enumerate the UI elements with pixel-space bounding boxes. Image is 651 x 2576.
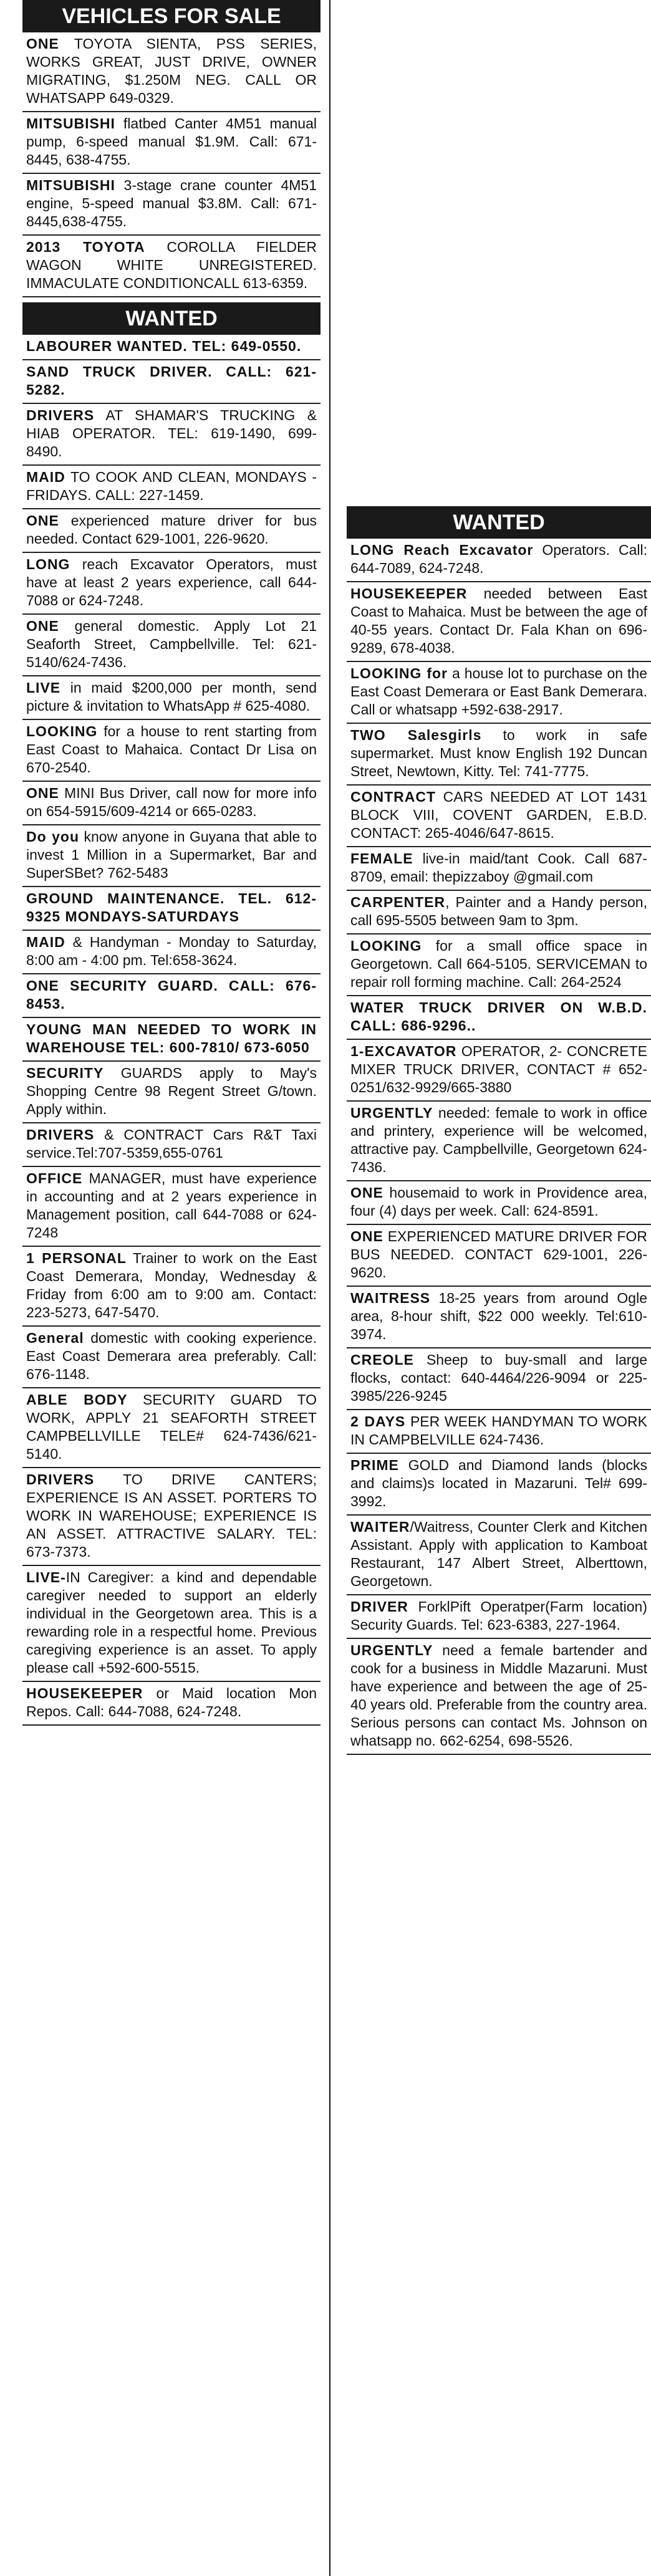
ad-text: TO COOK AND CLEAN, MONDAYS - FRIDAYS. CALL: 227-1459. [26, 469, 317, 503]
ad-text: GUARDS apply to May's Shopping Centre 98 Regent Street G/town. Apply within. [26, 1065, 317, 1117]
ad-lead: LABOURER WANTED. TEL: 649-0550. [26, 338, 302, 354]
classified-ad [22, 887, 321, 931]
classified-ad [347, 935, 651, 996]
ad-lead: MITSUBISHI [26, 177, 115, 193]
classified-ad [347, 786, 651, 847]
ad-lead: MAID [26, 469, 65, 485]
ad-text: needed between East Coast to Mahaica. Must be between the age of 40-55 years. Contact Dr. Fala Khan on 696-9289, 678-4038. [350, 585, 647, 656]
ad-text: Trainer to work on the East Coast Demerara, Monday, Wednesday & Friday from 6:00 am to 9:00 am. Contact: 223-5273, 647-5470. [26, 1250, 317, 1320]
classified-ad [347, 1225, 651, 1287]
ad-lead: SECURITY [26, 1065, 104, 1081]
classified-ad [347, 1348, 651, 1410]
ad-lead: DRIVERS [26, 1127, 95, 1143]
classified-ad [22, 236, 321, 297]
ad-lead: CONTRACT [350, 789, 436, 805]
ad-lead: WAITER [350, 1519, 410, 1535]
ad-text: for a small office space in Georgetown. Call 664-5105. SERVICEMAN to repair roll forming machine. Call: 264-2524 [350, 938, 647, 990]
vehicles-for-sale-header: VEHICLES FOR SALE [22, 0, 321, 32]
ad-text: /Waitress, Counter Clerk and Kitchen Assistant. Apply with application to Kamboat Restaurant, 147 Albert Street, Alberttown, Georgetown. [350, 1519, 647, 1589]
ad-text: EXPERIENCED MATURE DRIVER FOR BUS NEEDED. CONTACT 629-1001, 226-9620. [350, 1228, 647, 1281]
classified-ad [22, 825, 321, 887]
classified-ad [347, 1639, 651, 1755]
ad-lead: SAND TRUCK DRIVER. CALL: 621-5282. [26, 363, 317, 398]
ad-lead: WATER TRUCK DRIVER ON W.B.D. CALL: 686-9296.. [350, 999, 647, 1034]
classified-ad [22, 1018, 321, 1062]
ad-text: COROLLA FIELDER WAGON WHITE UNREGISTERED. IMMACULATE CONDITIONCALL 613-6359. [26, 239, 317, 291]
classified-ad [22, 676, 321, 720]
ad-lead: CREOLE [350, 1352, 414, 1368]
ad-lead: CARPENTER [350, 894, 446, 910]
ad-lead: LOOKING [350, 938, 422, 954]
ad-lead: 2 DAYS [350, 1413, 406, 1430]
ad-lead: YOUNG MAN NEEDED TO WORK IN WAREHOUSE TEL: 600-7810/ 673-6050 [26, 1021, 317, 1055]
classified-ad [347, 891, 651, 935]
ad-lead: MITSUBISHI [26, 115, 115, 132]
ad-lead: PRIME [350, 1457, 399, 1473]
ad-lead: URGENTLY [350, 1642, 433, 1658]
ad-lead: WAITRESS [350, 1290, 431, 1306]
ad-lead: ONE [26, 36, 59, 52]
classified-ad [22, 1327, 321, 1388]
right-column [347, 506, 651, 1755]
classified-ad [22, 1682, 321, 1726]
ad-text: for a house to rent starting from East Coast to Mahaica. Contact Dr Lisa on 670-2540. [26, 723, 317, 776]
classified-ad [22, 974, 321, 1018]
classified-ad [347, 582, 651, 662]
ad-lead: LIVE- [26, 1569, 66, 1585]
ad-lead: 1-EXCAVATOR [350, 1043, 457, 1059]
ad-lead: 2013 TOYOTA [26, 239, 145, 255]
ad-text: housemaid to work in Providence area, four (4) days per week. Call: 624-8591. [350, 1185, 647, 1219]
ad-text: in maid $200,000 per month, send picture & invitation to WhatsApp # 625-4080. [26, 680, 317, 714]
ad-lead: HOUSEKEEPER [26, 1685, 143, 1701]
ad-lead: DRIVERS [26, 1471, 95, 1487]
ad-text: live-in maid/tant Cook. Call 687-8709, email: thepizzaboy @gmail.com [350, 850, 647, 885]
ad-text: general domestic. Apply Lot 21 Seaforth Street, Campbellville. Tel: 621-5140/624-7436. [26, 618, 317, 670]
ad-lead: OFFICE [26, 1170, 83, 1186]
classified-ad [347, 1454, 651, 1516]
classified-ad [347, 539, 651, 582]
ad-lead: ONE [26, 785, 59, 801]
classified-ad [22, 335, 321, 360]
column-divider [329, 0, 330, 2576]
ad-lead: URGENTLY [350, 1105, 433, 1121]
ad-lead: LOOKING for [350, 665, 448, 681]
classified-ad [22, 1247, 321, 1327]
ad-text: ForklPift Operatper(Farm location) Security Guards. Tel: 623-6383, 227-1964. [350, 1598, 647, 1633]
classified-ad [22, 720, 321, 782]
ad-text: TOYOTA SIENTA, PSS SERIES, WORKS GREAT, JUST DRIVE, OWNER MIGRATING, $1.250M NEG. CALL OR WHATSAPP 649-0329. [26, 36, 317, 106]
classified-ad [22, 360, 321, 404]
classified-ad [22, 404, 321, 466]
classified-ad [22, 782, 321, 825]
ad-text: domestic with cooking experience. East Coast Demerara area preferably. Call: 676-1148. [26, 1330, 317, 1382]
ad-lead: TWO Salesgirls [350, 727, 482, 743]
ad-text: a house lot to purchase on the East Coast Demerara or East Bank Demerara. Call or whatsapp +592-638-2917. [350, 665, 647, 718]
classified-ad [347, 996, 651, 1040]
ad-lead: GROUND MAINTENANCE. TEL. 612-9325 MONDAYS-SATURDAYS [26, 890, 317, 925]
classified-ad [22, 1062, 321, 1123]
ad-text: IN Caregiver: a kind and dependable caregiver needed to support an elderly individual in the Georgetown area. This is a rewarding role in a respectful home. Previous caregiving experience is an asset. To apply please call +592-600-5515. [26, 1569, 317, 1676]
classified-ad [22, 509, 321, 553]
classified-ad [347, 1102, 651, 1181]
classified-ad [347, 1516, 651, 1595]
ad-lead: LOOKING [26, 723, 98, 739]
classified-ad [347, 724, 651, 786]
ad-lead: FEMALE [350, 850, 413, 867]
classified-ad [347, 1410, 651, 1454]
ad-text: GOLD and Diamond lands (blocks and claims)s located in Mazaruni. Tel# 699-3992. [350, 1457, 647, 1509]
left-column [22, 0, 321, 1726]
ad-text: , Painter and a Handy person, call 695-5505 between 9am to 3pm. [350, 894, 647, 928]
classified-ad [22, 553, 321, 615]
ad-lead: Do you [26, 829, 80, 845]
classified-ad [22, 466, 321, 509]
classified-ad [22, 1468, 321, 1566]
classified-ad [22, 1566, 321, 1682]
ad-lead: ABLE BODY [26, 1391, 128, 1408]
classified-ad [22, 931, 321, 974]
ad-text: to work in safe supermarket. Must know English 192 Duncan Street, Newtown, Kitty. Tel: 741-7775. [350, 727, 647, 779]
ad-text: MANAGER, must have experience in accounting and at 2 years experience in Management position, call 644-7088 or 624-7248 [26, 1170, 317, 1241]
ad-lead: HOUSEKEEPER [350, 585, 468, 602]
ad-text: SECURITY GUARD TO WORK, APPLY 21 SEAFORTH STREET CAMPBELLVILLE TELE# 624-7436/621-5140. [26, 1391, 317, 1462]
ad-text: experienced mature driver for bus needed. Contact 629-1001, 226-9620. [26, 512, 317, 547]
ad-lead: LONG [26, 556, 70, 572]
classified-ad [22, 32, 321, 112]
ad-lead: LIVE [26, 680, 61, 696]
ad-lead: General [26, 1330, 84, 1346]
classified-ad [347, 1287, 651, 1348]
ad-text: OPERATOR, 2- CONCRETE MIXER TRUCK DRIVER, CONTACT # 652-0251/632-9929/665-3880 [350, 1043, 647, 1095]
ad-text: reach Excavator Operators, must have at least 2 years experience, call 644-7088 or 624-7248. [26, 556, 317, 608]
ad-text: CARS NEEDED AT LOT 1431 BLOCK VIII, COVENT GARDEN, E.B.D. CONTACT: 265-4046/647-8615. [350, 789, 647, 841]
ad-lead: LONG Reach Excavator [350, 542, 534, 558]
classified-ad [22, 615, 321, 676]
ad-lead: ONE [26, 618, 59, 634]
ad-text: need a female bartender and cook for a business in Middle Mazaruni. Must have experience and between the age of 25-40 years old. Preferable from the country area. Serious persons can contact Ms. Johnson on whatsapp no. 662-6254, 698-5526. [350, 1642, 647, 1749]
left-wanted-header: WANTED [22, 302, 321, 335]
classified-ad [347, 662, 651, 724]
classified-ad [22, 1388, 321, 1468]
classified-ad [347, 1181, 651, 1225]
ad-lead: ONE SECURITY GUARD. CALL: 676-8453. [26, 978, 317, 1012]
classified-ad [22, 1167, 321, 1247]
ad-text: 3-stage crane counter 4M51 engine, 5-speed manual $3.8M. Call: 671-8445,638-4755. [26, 177, 317, 229]
ad-text: & CONTRACT Cars R&T Taxi service.Tel:707-5359,655-0761 [26, 1127, 317, 1161]
left-wanted-list [22, 335, 321, 1726]
ad-lead: ONE [350, 1228, 383, 1244]
ad-lead: ONE [26, 512, 59, 529]
classified-ad [22, 1123, 321, 1167]
ad-text: PER WEEK HANDYMAN TO WORK IN CAMPBELVILLE 624-7436. [350, 1413, 647, 1448]
ad-text: Operators. Call: 644-7089, 624-7248. [350, 542, 647, 576]
ad-text: know anyone in Guyana that able to invest 1 Million in a Supermarket, Bar and SuperSBet? 762-5483 [26, 829, 317, 881]
ad-text: MINI Bus Driver, call now for more info on 654-5915/609-4214 or 665-0283. [26, 785, 317, 819]
classified-ad [347, 1595, 651, 1639]
right-wanted-list [347, 539, 651, 1755]
classified-ad [22, 174, 321, 236]
vehicles-list [22, 32, 321, 297]
ad-text: or Maid location Mon Repos. Call: 644-7088, 624-7248. [26, 1685, 317, 1719]
ad-text: AT SHAMAR'S TRUCKING & HIAB OPERATOR. TEL: 619-1490, 699-8490. [26, 407, 317, 459]
classified-ad [347, 1040, 651, 1102]
ad-lead: MAID [26, 934, 65, 950]
right-wanted-header: WANTED [347, 506, 651, 539]
ad-lead: DRIVERS [26, 407, 95, 423]
ad-text: needed: female to work in office and printery, experience will be welcomed, attractive pay. Campbellville, Georgetown 624-7436. [350, 1105, 647, 1175]
ad-lead: 1 PERSONAL [26, 1250, 127, 1266]
classified-ad [347, 847, 651, 891]
ad-text: flatbed Canter 4M51 manual pump, 6-speed manual $1.9M. Call: 671-8445, 638-4755. [26, 115, 317, 168]
ad-text: Sheep to buy-small and large flocks, contact: 640-4464/226-9094 or 225-3985/226-9245 [350, 1352, 647, 1404]
ad-lead: ONE [350, 1185, 383, 1201]
ad-lead: DRIVER [350, 1598, 408, 1615]
ad-text: 18-25 years from around Ogle area, 8-hour shift, $22 000 weekly. Tel:610-3974. [350, 1290, 647, 1342]
classified-ad [22, 112, 321, 174]
ad-text: & Handyman - Monday to Saturday, 8:00 am - 4:00 pm. Tel:658-3624. [26, 934, 317, 968]
ad-text: TO DRIVE CANTERS; EXPERIENCE IS AN ASSET. PORTERS TO WORK IN WAREHOUSE; EXPERIENCE IS AN ASSET. ATTRACTIVE SALARY. TEL: 673-7373. [26, 1471, 317, 1560]
